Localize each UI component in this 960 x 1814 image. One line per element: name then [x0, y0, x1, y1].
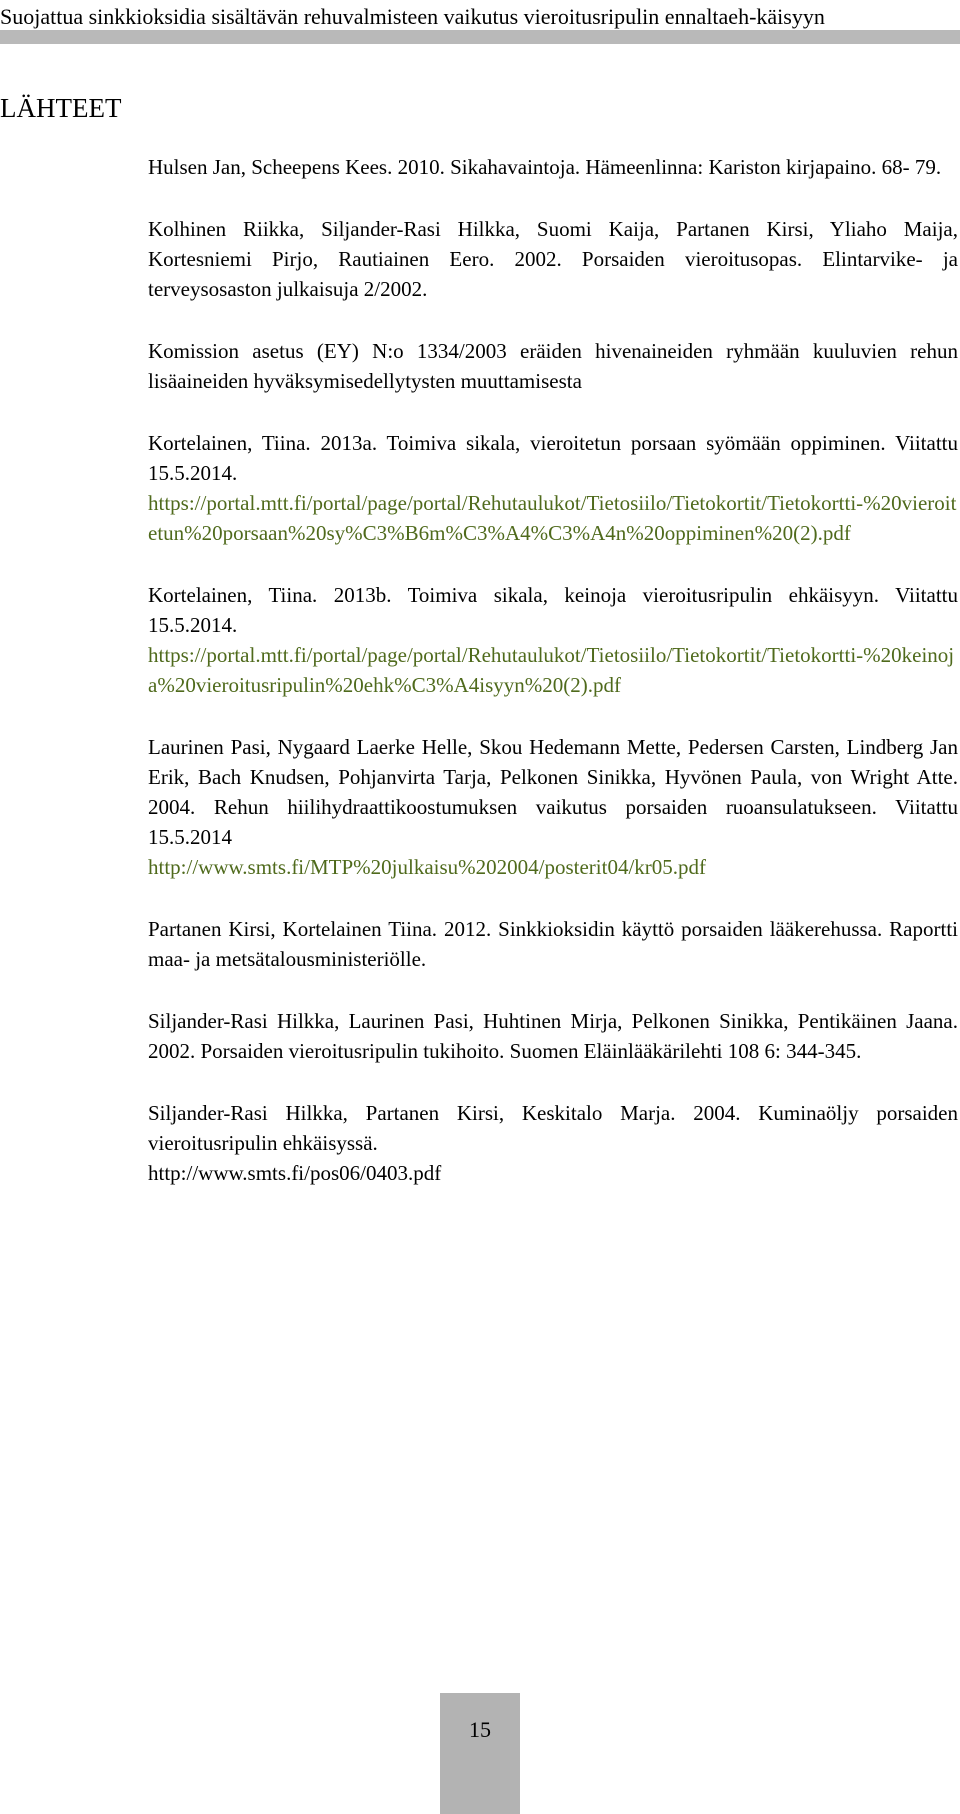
reference-link[interactable]: https://portal.mtt.fi/portal/page/portal/Rehutaulukot/Tietosiilo/Tietokortit/Tietokortti-%20keinoja%20vieroitusripulin%20ehk%C3%A4isyyn%20(2).pdf [148, 643, 955, 697]
running-header [0, 4, 960, 30]
reference-text: Partanen Kirsi, Kortelainen Tiina. 2012. Sinkkioksidin käyttö porsaiden lääkerehussa. Raportti maa- ja metsätalousministeriölle. [148, 917, 958, 971]
reference-item [148, 732, 958, 882]
reference-text: Komission asetus (EY) N:o 1334/2003 eräiden hivenaineiden ryhmään kuuluvien rehun lisäaineiden hyväksymisedellytysten muuttamisesta [148, 339, 958, 393]
header-bar [0, 30, 960, 44]
reference-item [148, 1098, 958, 1188]
reference-link[interactable]: http://www.smts.fi/MTP%20julkaisu%202004/posterit04/kr05.pdf [148, 855, 707, 879]
running-header-title: Suojattua sinkkioksidia sisältävän rehuvalmisteen vaikutus vieroitusripulin ennaltaeh-käisyyn [0, 4, 825, 29]
reference-text: Siljander-Rasi Hilkka, Partanen Kirsi, Keskitalo Marja. 2004. Kuminaöljy porsaiden vieroitusripulin ehkäisyssä. [148, 1101, 958, 1155]
reference-url-text: http://www.smts.fi/pos06/0403.pdf [148, 1161, 442, 1185]
reference-list [148, 152, 958, 1220]
reference-text: Kolhinen Riikka, Siljander-Rasi Hilkka, Suomi Kaija, Partanen Kirsi, Yliaho Maija, Kortesniemi Pirjo, Rautiainen Eero. 2002. Porsaiden vieroitusopas. Elintarvike- ja terveysosaston julkaisuja 2/2002. [148, 217, 958, 301]
reference-item [148, 336, 958, 396]
reference-item [148, 914, 958, 974]
reference-text: Kortelainen, Tiina. 2013b. Toimiva sikala, keinoja vieroitusripulin ehkäisyyn. Viitattu 15.5.2014. [148, 583, 958, 637]
page-number: 15 [440, 1693, 520, 1814]
reference-item [148, 428, 958, 548]
reference-text: Kortelainen, Tiina. 2013a. Toimiva sikala, vieroitetun porsaan syömään oppiminen. Viitattu 15.5.2014. [148, 431, 958, 485]
reference-text: Siljander-Rasi Hilkka, Laurinen Pasi, Huhtinen Mirja, Pelkonen Sinikka, Pentikäinen Jaana. 2002. Porsaiden vieroitusripulin tukihoito. Suomen Eläinlääkärilehti 108 6: 344-345. [148, 1009, 958, 1063]
reference-link[interactable]: https://portal.mtt.fi/portal/page/portal/Rehutaulukot/Tietosiilo/Tietokortit/Tietokortti-%20vieroitetun%20porsaan%20sy%C3%B6m%C3%A4%C3%A4n%20oppiminen%20(2).pdf [148, 491, 957, 545]
reference-text: Hulsen Jan, Scheepens Kees. 2010. Sikahavaintoja. Hämeenlinna: Kariston kirjapaino. 68- 79. [148, 155, 942, 179]
reference-text: Laurinen Pasi, Nygaard Laerke Helle, Skou Hedemann Mette, Pedersen Carsten, Lindberg Jan Erik, Bach Knudsen, Pohjanvirta Tarja, Pelkonen Sinikka, Hyvönen Paula, von Wright Atte. 2004. Rehun hiilihydraattikoostumuksen vaikutus porsaiden ruoansulatukseen. Viitattu 15.5.2014 [148, 735, 958, 849]
section-title: LÄHTEET [0, 93, 122, 123]
reference-item [148, 214, 958, 304]
reference-item [148, 580, 958, 700]
reference-item [148, 152, 958, 182]
reference-item [148, 1006, 958, 1066]
